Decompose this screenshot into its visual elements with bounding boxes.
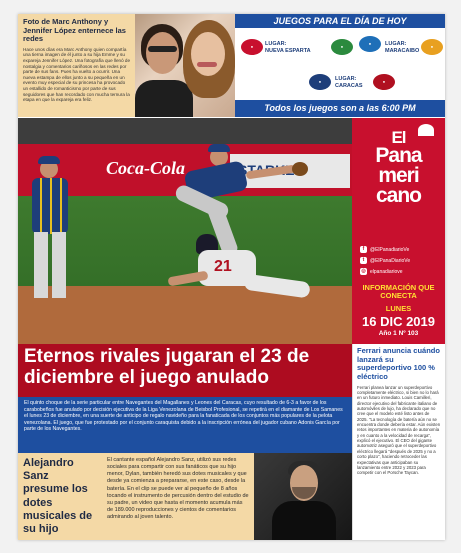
- couple-photo: [135, 14, 235, 117]
- runner-jersey-number: 21: [214, 258, 232, 275]
- games-footer: Todos los juegos son a las 6:00 PM: [235, 100, 445, 117]
- twitter-icon: t: [360, 257, 367, 264]
- top-story: [18, 14, 135, 117]
- tagline: INFORMACIÓN QUE CONECTA: [362, 283, 435, 301]
- main-baseball-photo: [18, 118, 352, 344]
- issue-weekday: LUNES: [385, 304, 412, 313]
- venue-2: LUGAR: MARACAIBO: [385, 41, 420, 54]
- ferrari-headline: Ferrari anuncia cuándo lanzará su superdeportivo 100 % eléctrico: [357, 346, 440, 381]
- main-headline: Eternos rivales jugaran el 23 de diciembre el juego anulado: [18, 344, 352, 397]
- ad-board-cocacola: Coca-Cola: [106, 158, 185, 178]
- alejandro-headline: Alejandro Sanz presume los dotes musicales de su hijo: [18, 453, 102, 540]
- issue-date: 16 DIC 2019: [362, 314, 435, 329]
- team-logo-bravos: ●: [331, 39, 353, 55]
- masthead-logo: El Pana meri cano: [375, 128, 422, 208]
- team-logo-tiburones: ●: [373, 74, 395, 90]
- top-story-body: Hace unos días era Marc Anthony quien compartía una tierna imagen de él junto a su hija Emme y su expareja Jennifer López. Una fotografía que llenó de nostalgia y comentarios cariñosos en las redes por parte de sus fans. Pues ha vuelto a ocurrir. Una nueva estampa de ellos junto a su pequeña en un evento muy especial de su princesa ha provocado un estallido de romanticismo por parte de sus seguidores que han recordado con mucha ternura la etapa en que la expareja era feliz.: [23, 46, 131, 103]
- venue-1: LUGAR: NUEVA ESPARTA: [265, 41, 311, 54]
- ferrari-body: Ferrari planea lanzar un superdeportivo completamente eléctrico, si bien no lo hará en un futuro inmediato. Louis Camilleri, director ejecutivo del fabricante italiano de automóviles de lujo, ha declarado que no cree que el modelo esté listo antes de 2025. "La tecnología de batería aún no se encuentra donde debería estar. Aún existen retos importantes en materia de autonomía y en cuanto a la velocidad de recarga", explicó el ejecutivo. El CEO del gigante automotriz aseguró que el superdeportivo eléctrico llegará "después de 2025 y no a corto plazo", haciendo retroceder las expectativas que anticipaban su lanzamiento entre 2022 y 2023 para competir con el Porsche Taycan.: [357, 384, 441, 476]
- top-story-headline: Foto de Marc Anthony y Jennifer López enternece las redes: [23, 17, 126, 44]
- team-logo-magallanes: ●: [309, 74, 331, 90]
- ferrari-story: [352, 344, 445, 540]
- games-title: JUEGOS PARA EL DÍA DE HOY: [235, 14, 445, 28]
- venue-3: LUGAR: CARACAS: [335, 76, 363, 89]
- alejandro-photo: [254, 453, 352, 540]
- team-logo-caribes: ●: [241, 39, 263, 55]
- alejandro-body: El cantante español Alejandro Sanz, utilizó sus redes sociales para compartir con sus fanáticos que su hijo menor, Dylan, también heredó sus dotes musicales y que desde ya comienza a prepararse, en este caso, desde la batería. En el clip se puede ver al pequeño de 8 años tocando el instrumento de percusión dentro del estudio de su padre, un video que hasta el momento acumula más de 189.000 reproducciones y cientos de comentarios admirando al joven talento.: [102, 453, 254, 540]
- instagram-icon: ◎: [361, 268, 366, 274]
- team-logo-cardenales: ●: [421, 39, 443, 55]
- social-facebook[interactable]: f @ElPanadiarioVe: [360, 246, 409, 253]
- main-lead: El quinto choque de la serie particular entre Navegantes del Magallanes y Leones del Caracas, cuyo resultado de 6-3 a favor de los carabobeños fue anulado por decisión ejecutiva de la Liga Venezolana de Beisbol Profesional, se repetirá en el diamante de Los Samanes el lunes 23 de diciembre, en una suerte de anticipo de regalo navideño para la fanaticada de los conjuntos más populares de la pelota venezolana. El juego, que fue protestado por el conjunto caraquista debido a la inscripción errónea del jugador cubano Adonis García por parte de los Navegantes.: [18, 397, 352, 453]
- newspaper-cover: [18, 14, 445, 540]
- games-panel: [235, 14, 445, 117]
- issue-edition: Año 1 Nº 103: [378, 330, 419, 337]
- facebook-icon: f: [360, 246, 367, 253]
- masthead-sidebar: [352, 118, 445, 344]
- social-instagram[interactable]: ◎ elpanadiariove: [361, 268, 403, 275]
- social-twitter[interactable]: t @ElPanaDiarioVe: [360, 257, 410, 264]
- team-logo-aguilas: ●: [359, 36, 381, 52]
